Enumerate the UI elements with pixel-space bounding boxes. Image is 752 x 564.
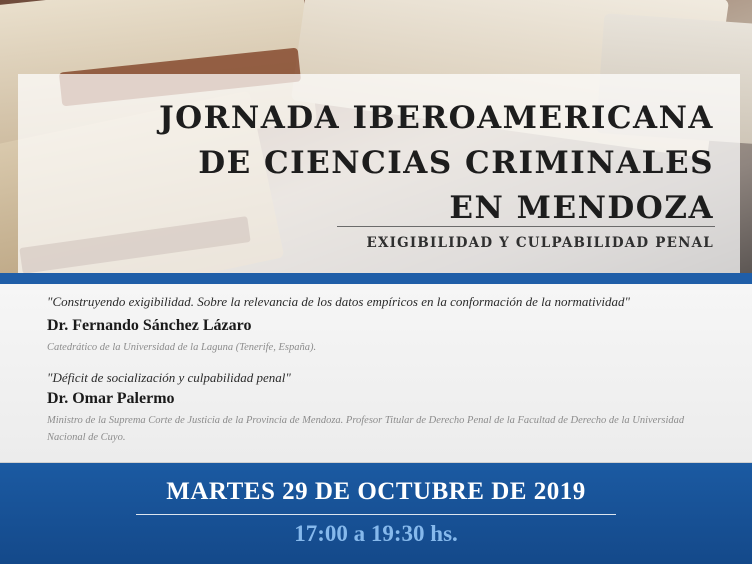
speaker-name-2: Dr. Omar Palermo bbox=[47, 390, 175, 407]
title-line-1: JORNADA IBEROAMERICANA bbox=[158, 100, 714, 136]
title-line-2: DE CIENCIAS CRIMINALES bbox=[198, 145, 714, 181]
event-time: 17:00 a 19:30 hs. bbox=[294, 521, 458, 546]
event-date: MARTES 29 DE OCTUBRE DE 2019 bbox=[166, 478, 586, 505]
talk-title-1: "Construyendo exigibilidad. Sobre la relevancia de los datos empíricos en la conformación de la normatividad" bbox=[47, 294, 630, 309]
event-subtitle: EXIGIBILIDAD Y CULPABILIDAD PENAL bbox=[366, 235, 714, 251]
title-divider bbox=[337, 226, 715, 227]
speaker-role-1: Catedrático de la Universidad de la Laguna (Tenerife, España). bbox=[47, 342, 317, 353]
talk-title-2: "Déficit de socialización y culpabilidad penal" bbox=[47, 370, 291, 385]
title-line-3: EN MENDOZA bbox=[449, 190, 714, 226]
speaker-name-1: Dr. Fernando Sánchez Lázaro bbox=[47, 317, 252, 334]
top-blue-band bbox=[0, 273, 752, 284]
date-divider bbox=[136, 514, 616, 515]
speaker-role-2: Ministro de la Suprema Corte de Justicia de la Provincia de Mendoza. Profesor Titular de Derecho Penal de la Facultad de Derecho de la Universidad Nacional de Cuyo. bbox=[47, 415, 685, 443]
event-title bbox=[54, 96, 714, 231]
